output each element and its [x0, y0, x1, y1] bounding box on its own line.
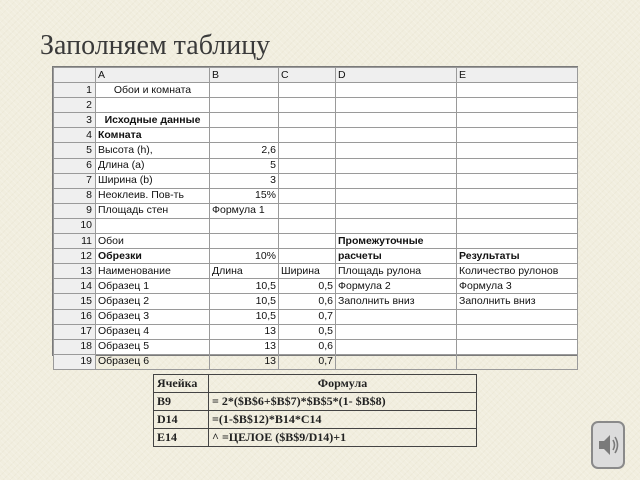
row-header[interactable]: 12 [54, 249, 96, 264]
cell-e[interactable]: Количество рулонов [457, 264, 578, 279]
cell-e[interactable] [457, 354, 578, 369]
cell-d[interactable] [336, 83, 457, 98]
cell-e[interactable] [457, 218, 578, 233]
cell-e[interactable] [457, 143, 578, 158]
row-header[interactable]: 2 [54, 98, 96, 113]
cell-b[interactable] [210, 128, 279, 143]
row-header[interactable]: 8 [54, 188, 96, 203]
formula-row [154, 411, 477, 429]
cell-d[interactable] [336, 188, 457, 203]
cell-a[interactable]: Ширина (b) [96, 173, 210, 188]
slide-title: Заполняем таблицу [40, 30, 271, 61]
cell-b[interactable]: 5 [210, 158, 279, 173]
row-header[interactable]: 13 [54, 264, 96, 279]
cell-b[interactable]: 13 [210, 339, 279, 354]
cell-e[interactable] [457, 83, 578, 98]
cell-a[interactable]: Обрезки [96, 249, 210, 264]
corner-cell[interactable] [54, 68, 96, 83]
cell-c[interactable] [279, 218, 336, 233]
row-header[interactable]: 17 [54, 324, 96, 339]
row-header[interactable]: 15 [54, 294, 96, 309]
formula-text: =(1-$B$12)*B14*C14 [209, 411, 477, 429]
cell-a[interactable]: Обои [96, 234, 210, 249]
cell-d[interactable] [336, 143, 457, 158]
cell-b[interactable]: 13 [210, 354, 279, 369]
cell-b[interactable]: Формула 1 [210, 203, 279, 218]
cell-b[interactable]: 2,6 [210, 143, 279, 158]
cell-a[interactable]: Площадь стен [96, 203, 210, 218]
sheet-row [54, 294, 578, 309]
cell-b[interactable]: 10,5 [210, 294, 279, 309]
cell-e[interactable] [457, 188, 578, 203]
cell-c[interactable] [279, 98, 336, 113]
column-header-d[interactable]: D [336, 68, 457, 83]
sheet-row [54, 218, 578, 233]
cell-a[interactable]: Образец 5 [96, 339, 210, 354]
row-header[interactable]: 14 [54, 279, 96, 294]
sheet-row [54, 234, 578, 249]
formula-column-header: Формула [209, 375, 477, 393]
cell-c[interactable]: 0,6 [279, 339, 336, 354]
cell-b[interactable]: 10% [210, 249, 279, 264]
cell-c[interactable]: Ширина [279, 264, 336, 279]
cell-e[interactable] [457, 113, 578, 128]
cell-d[interactable] [336, 218, 457, 233]
row-header[interactable]: 5 [54, 143, 96, 158]
cell-e[interactable] [457, 234, 578, 249]
cell-d[interactable] [336, 113, 457, 128]
formula-cell-ref: E14 [154, 429, 209, 447]
sheet-row [54, 128, 578, 143]
cell-b[interactable]: 3 [210, 173, 279, 188]
cell-c[interactable] [279, 188, 336, 203]
cell-d[interactable] [336, 203, 457, 218]
cell-c[interactable] [279, 173, 336, 188]
row-header[interactable]: 16 [54, 309, 96, 324]
cell-a[interactable]: Высота (h), [96, 143, 210, 158]
speaker-button[interactable] [591, 421, 625, 469]
cell-b[interactable] [210, 83, 279, 98]
column-header-c[interactable]: C [279, 68, 336, 83]
cell-b[interactable] [210, 98, 279, 113]
sheet-row [54, 83, 578, 98]
cell-d[interactable] [336, 158, 457, 173]
cell-d[interactable] [336, 339, 457, 354]
sheet-row [54, 309, 578, 324]
cell-c[interactable] [279, 83, 336, 98]
cell-d[interactable]: расчеты [336, 249, 457, 264]
sheet-row [54, 324, 578, 339]
formula-table-wrap [153, 374, 477, 447]
cell-e[interactable] [457, 98, 578, 113]
cell-b[interactable]: 13 [210, 324, 279, 339]
cell-c[interactable] [279, 128, 336, 143]
cell-c[interactable]: 0,6 [279, 294, 336, 309]
sheet-row [54, 143, 578, 158]
cell-b[interactable]: Длина [210, 264, 279, 279]
spreadsheet-grid [53, 67, 578, 370]
cell-e[interactable] [457, 309, 578, 324]
formula-text: = 2*($B$6+$B$7)*$B$5*(1- $B$8) [209, 393, 477, 411]
cell-b[interactable] [210, 113, 279, 128]
cell-a[interactable]: Неоклеив. Пов-ть [96, 188, 210, 203]
cell-d[interactable]: Формула 2 [336, 279, 457, 294]
cell-e[interactable] [457, 158, 578, 173]
cell-b[interactable]: 15% [210, 188, 279, 203]
cell-b[interactable] [210, 218, 279, 233]
cell-d[interactable] [336, 324, 457, 339]
cell-c[interactable]: 0,7 [279, 354, 336, 369]
cell-e[interactable] [457, 324, 578, 339]
sheet-row [54, 249, 578, 264]
column-header-row [54, 68, 578, 83]
cell-a[interactable]: Комната [96, 128, 210, 143]
spreadsheet [52, 66, 578, 368]
row-header[interactable]: 3 [54, 113, 96, 128]
sheet-row [54, 188, 578, 203]
row-header[interactable]: 6 [54, 158, 96, 173]
cell-column-header: Ячейка [154, 375, 209, 393]
cell-e[interactable] [457, 173, 578, 188]
cell-a[interactable] [96, 218, 210, 233]
sheet-row [54, 339, 578, 354]
formula-row [154, 429, 477, 447]
cell-c[interactable] [279, 113, 336, 128]
cell-e[interactable]: Результаты [457, 249, 578, 264]
row-header[interactable]: 9 [54, 203, 96, 218]
row-header[interactable]: 7 [54, 173, 96, 188]
cell-b[interactable] [210, 234, 279, 249]
cell-c[interactable] [279, 143, 336, 158]
cell-d[interactable] [336, 354, 457, 369]
cell-c[interactable] [279, 203, 336, 218]
column-header-a[interactable]: A [96, 68, 210, 83]
cell-a[interactable]: Образец 4 [96, 324, 210, 339]
cell-c[interactable]: 0,5 [279, 324, 336, 339]
row-header[interactable]: 11 [54, 234, 96, 249]
cell-d[interactable]: Промежуточные [336, 234, 457, 249]
cell-a[interactable] [96, 98, 210, 113]
sheet-row [54, 279, 578, 294]
cell-a[interactable]: Образец 2 [96, 294, 210, 309]
cell-a[interactable]: Исходные данные [96, 113, 210, 128]
cell-a[interactable]: Длина (a) [96, 158, 210, 173]
cell-e[interactable]: Формула 3 [457, 279, 578, 294]
row-header[interactable]: 10 [54, 218, 96, 233]
cell-d[interactable]: Заполнить вниз [336, 294, 457, 309]
formula-cell-ref: B9 [154, 393, 209, 411]
cell-b[interactable]: 10,5 [210, 279, 279, 294]
cell-c[interactable]: 0,7 [279, 309, 336, 324]
cell-d[interactable] [336, 173, 457, 188]
cell-c[interactable] [279, 234, 336, 249]
cell-a[interactable]: Обои и комната [96, 83, 210, 98]
cell-b[interactable]: 10,5 [210, 309, 279, 324]
cell-a[interactable]: Образец 6 [96, 354, 210, 369]
sheet-row [54, 113, 578, 128]
cell-a[interactable]: Наименование [96, 264, 210, 279]
row-header[interactable]: 4 [54, 128, 96, 143]
column-header-b[interactable]: B [210, 68, 279, 83]
sheet-row [54, 203, 578, 218]
sheet-row [54, 158, 578, 173]
speaker-icon [593, 423, 623, 467]
row-header[interactable]: 18 [54, 339, 96, 354]
cell-a[interactable]: Образец 3 [96, 309, 210, 324]
cell-d[interactable]: Площадь рулона [336, 264, 457, 279]
cell-d[interactable] [336, 128, 457, 143]
row-header[interactable]: 19 [54, 354, 96, 369]
sheet-row [54, 98, 578, 113]
cell-c[interactable] [279, 249, 336, 264]
column-header-e[interactable]: E [457, 68, 578, 83]
sheet-row [54, 264, 578, 279]
formula-table [153, 374, 477, 447]
cell-e[interactable] [457, 128, 578, 143]
formula-row [154, 393, 477, 411]
formula-table-header [154, 375, 477, 393]
formula-text: ^ =ЦЕЛОЕ ($B$9/D14)+1 [209, 429, 477, 447]
row-header[interactable]: 1 [54, 83, 96, 98]
cell-a[interactable]: Образец 1 [96, 279, 210, 294]
cell-e[interactable] [457, 339, 578, 354]
cell-e[interactable] [457, 203, 578, 218]
sheet-row [54, 354, 578, 369]
cell-d[interactable] [336, 98, 457, 113]
cell-c[interactable]: 0,5 [279, 279, 336, 294]
cell-e[interactable]: Заполнить вниз [457, 294, 578, 309]
cell-d[interactable] [336, 309, 457, 324]
cell-c[interactable] [279, 158, 336, 173]
sheet-row [54, 173, 578, 188]
formula-cell-ref: D14 [154, 411, 209, 429]
